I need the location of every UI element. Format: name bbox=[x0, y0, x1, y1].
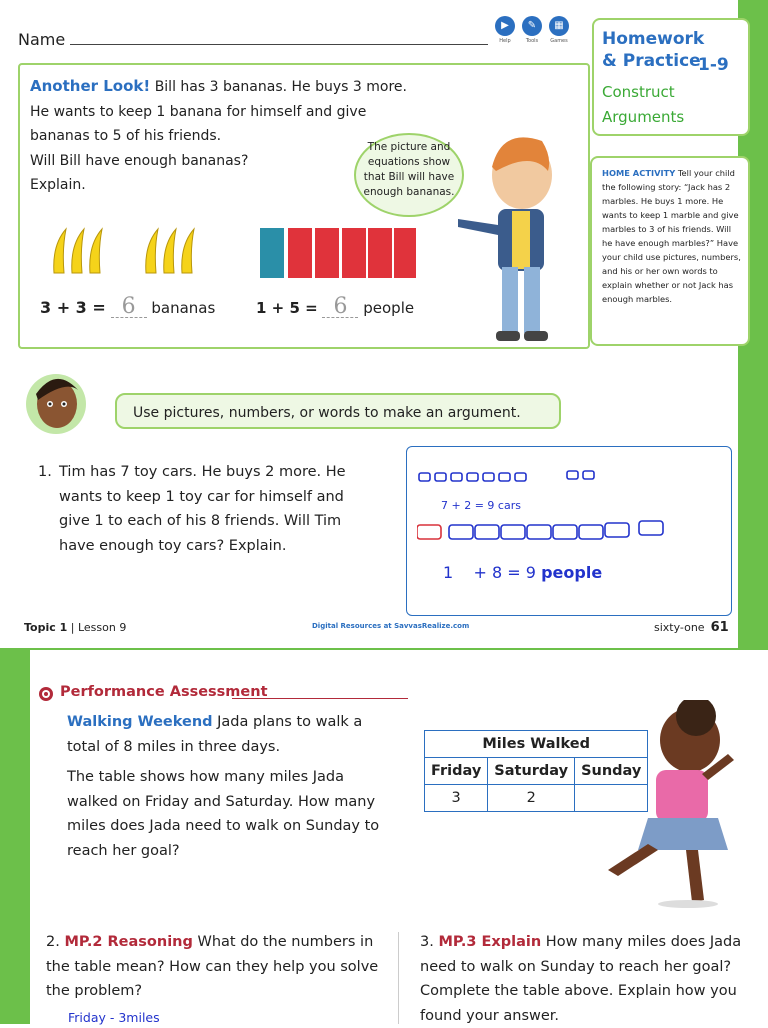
bananas-picture bbox=[48, 223, 218, 279]
question-2-tag: MP.2 Reasoning bbox=[64, 934, 193, 950]
another-look-box bbox=[18, 63, 590, 349]
play-icon: ▶ bbox=[495, 16, 515, 36]
homework-title-line1: Homework bbox=[602, 29, 705, 49]
boy-character bbox=[452, 127, 582, 345]
homework-practice-box bbox=[592, 18, 750, 136]
value-friday: 3 bbox=[425, 785, 488, 812]
student-avatar bbox=[26, 360, 86, 448]
banana-icon bbox=[182, 229, 194, 273]
car-mark bbox=[435, 473, 446, 481]
header-sunday: Sunday bbox=[575, 758, 648, 785]
answer-box-1[interactable] bbox=[406, 446, 732, 616]
tools-tool[interactable] bbox=[521, 16, 543, 44]
car-mark bbox=[467, 473, 478, 481]
another-look-line4: Will Bill have enough bananas? bbox=[30, 152, 249, 169]
digital-resources-link[interactable]: Digital Resources at SavvasRealize.com bbox=[312, 622, 470, 630]
name-line bbox=[70, 44, 488, 45]
walking-weekend-title: Walking Weekend bbox=[67, 714, 213, 730]
car-mark bbox=[419, 473, 430, 481]
header-friday: Friday bbox=[425, 758, 488, 785]
block-friend bbox=[288, 228, 312, 278]
friend-car-mark bbox=[501, 525, 525, 539]
subtitle-line2: Arguments bbox=[602, 108, 685, 126]
lesson-subtitle bbox=[602, 80, 684, 130]
left-side-bar bbox=[0, 650, 30, 1024]
column-divider bbox=[398, 932, 399, 1024]
title-underline bbox=[232, 698, 408, 699]
banana-eq-answer: 6 bbox=[111, 297, 147, 318]
car-mark bbox=[451, 473, 462, 481]
subtitle-line1: Construct bbox=[602, 83, 675, 101]
help-label: Help bbox=[499, 38, 511, 44]
car-mark bbox=[567, 471, 578, 479]
question-1-text: Tim has 7 toy cars. He buys 2 more. He wants to keep 1 toy car for himself and give 1 to each of his 8 friends. Will Tim have enough toy cars? Explain. bbox=[59, 464, 346, 554]
friend-car-mark bbox=[475, 525, 499, 539]
performance-assessment-title: Performance Assessment bbox=[60, 684, 268, 700]
target-icon bbox=[38, 686, 54, 702]
banana-eq-unit: bananas bbox=[151, 299, 216, 317]
tools-icon: ✎ bbox=[522, 16, 542, 36]
friend-car-mark bbox=[553, 525, 577, 539]
walking-weekend-text bbox=[67, 710, 397, 863]
friend-car-mark bbox=[639, 521, 663, 535]
friend-car-mark bbox=[449, 525, 473, 539]
header-saturday: Saturday bbox=[488, 758, 575, 785]
home-activity-heading: HOME ACTIVITY bbox=[602, 168, 676, 178]
banana-icon bbox=[72, 229, 84, 273]
question-1-number: 1. bbox=[38, 464, 52, 480]
another-look-line5: Explain. bbox=[30, 177, 86, 193]
walk-text-1: Jada plans to walk a total of 8 miles in three days. bbox=[67, 714, 363, 755]
footer-topic-label: Topic 1 bbox=[24, 621, 68, 634]
answer-eq-mid: + 8 = bbox=[473, 563, 521, 582]
question-2-text: What do the numbers in the table mean? How can they help you solve the problem? bbox=[46, 934, 379, 999]
footer-topic: Topic 1 | Lesson 9 bbox=[24, 621, 127, 634]
question-3-text: How many miles does Jada need to walk on Sunday to reach her goal? Complete the table above. Explain how you found your answer. bbox=[420, 934, 742, 1024]
answer-equation-big bbox=[443, 563, 602, 582]
question-3-number: 3. bbox=[420, 934, 434, 950]
people-blocks bbox=[258, 225, 418, 281]
kept-car-mark bbox=[417, 525, 441, 539]
another-look-title: Another Look! bbox=[30, 77, 151, 95]
home-activity-body: Tell your child the following story: “Jack has 2 marbles. He buys 1 more. He wants to keep 1 marble and give marbles to 3 of his friends. Will he have enough marbles?” Have your child use pictures, numbers, and his or her own words to explain whether or not Jack has enough marbles. bbox=[602, 168, 741, 304]
answer-eq-left: 1 bbox=[443, 563, 454, 582]
answer-equation-small: 7 + 2 = 9 cars bbox=[441, 499, 521, 512]
car-mark bbox=[483, 473, 494, 481]
block-kept bbox=[260, 228, 284, 278]
banana-icon bbox=[146, 229, 158, 273]
block-friend bbox=[315, 228, 339, 278]
question-2 bbox=[46, 930, 386, 1004]
page-separator bbox=[0, 648, 768, 650]
car-mark bbox=[499, 473, 510, 481]
block-friend bbox=[394, 228, 416, 278]
girl-character bbox=[578, 700, 738, 910]
banana-icon bbox=[164, 229, 176, 273]
friend-car-mark bbox=[605, 523, 629, 537]
speech-bubble: The picture and equations show that Bill will have enough bananas. bbox=[354, 133, 464, 217]
banana-eq-left: 3 + 3 = bbox=[40, 298, 106, 317]
question-3-tag: MP.3 Explain bbox=[438, 934, 542, 950]
table-caption: Miles Walked bbox=[425, 731, 648, 758]
games-tool[interactable] bbox=[548, 16, 570, 44]
home-activity-text bbox=[602, 166, 742, 306]
answer-eq-right: 9 bbox=[525, 563, 536, 582]
name-label: Name bbox=[18, 30, 66, 49]
banana-icon bbox=[90, 229, 102, 273]
car-mark bbox=[515, 473, 526, 481]
page-word: sixty-one bbox=[654, 621, 705, 634]
friend-car-mark bbox=[527, 525, 551, 539]
question-2-handwritten-answer: Friday - 3miles bbox=[68, 1010, 160, 1025]
another-look-line2: He wants to keep 1 banana for himself and give bbox=[30, 103, 367, 120]
another-look-line3: bananas to 5 of his friends. bbox=[30, 128, 222, 144]
instruction-bubble: Use pictures, numbers, or words to make an argument. bbox=[115, 393, 561, 429]
answer-eq-unit: people bbox=[541, 563, 603, 582]
value-saturday: 2 bbox=[488, 785, 575, 812]
lesson-number: 1-9 bbox=[698, 55, 729, 75]
tools-label: Tools bbox=[525, 38, 539, 44]
car-mark bbox=[583, 471, 594, 479]
help-tool[interactable] bbox=[494, 16, 516, 44]
people-eq-unit: people bbox=[363, 299, 415, 317]
another-look-line1: Bill has 3 bananas. He buys 3 more. bbox=[154, 79, 407, 95]
page-number bbox=[654, 620, 729, 635]
home-activity-box bbox=[590, 156, 750, 346]
banana-icon bbox=[54, 229, 66, 273]
games-icon: ▦ bbox=[549, 16, 569, 36]
question-2-number: 2. bbox=[46, 934, 60, 950]
games-label: Games bbox=[550, 38, 568, 44]
footer-lesson: Lesson 9 bbox=[77, 621, 127, 634]
homework-title-line2: & Practice bbox=[602, 51, 701, 71]
homework-title bbox=[602, 28, 704, 72]
question-3 bbox=[420, 930, 750, 1028]
page-num: 61 bbox=[710, 620, 729, 635]
block-friend bbox=[368, 228, 392, 278]
walk-text-2: The table shows how many miles Jada walked on Friday and Saturday. How many miles does Jada need to walk on Sunday to reach her goal? bbox=[67, 769, 380, 859]
block-friend bbox=[342, 228, 366, 278]
people-equation bbox=[256, 294, 415, 319]
people-eq-left: 1 + 5 = bbox=[256, 299, 318, 317]
banana-equation bbox=[40, 294, 216, 319]
people-eq-answer: 6 bbox=[322, 297, 358, 318]
friend-car-mark bbox=[579, 525, 603, 539]
